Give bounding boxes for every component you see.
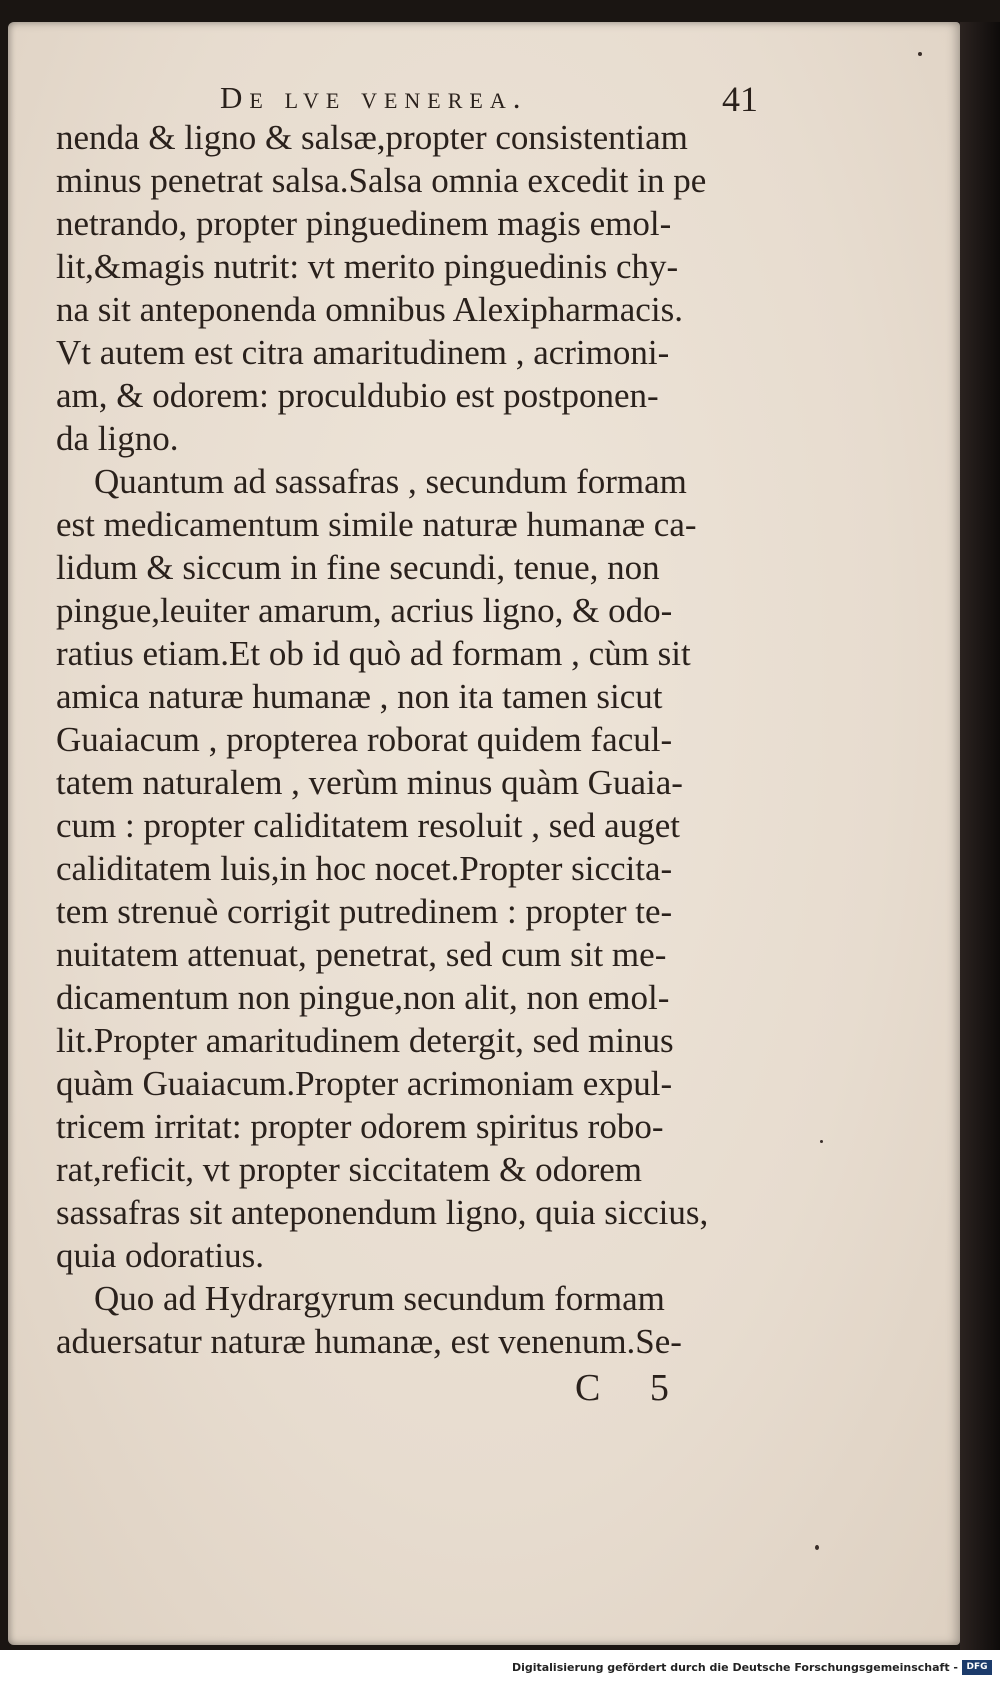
text-line: rat,reficit, vt propter siccitatem & odorem	[56, 1150, 643, 1189]
paper-speck	[918, 52, 922, 56]
footer-credit: Digitalisierung gefördert durch die Deutsche Forschungsgemeinschaft -	[511, 1661, 958, 1674]
text-line: Quo ad Hydrargyrum secundum formam	[94, 1279, 665, 1318]
text-line: netrando, propter pinguedinem magis emol-	[56, 204, 672, 243]
text-line: da ligno.	[56, 419, 179, 458]
text-line: amica naturæ humanæ , non ita tamen sicut	[56, 677, 663, 716]
dfg-logo: DFG	[962, 1660, 992, 1675]
text-block	[56, 116, 758, 1363]
text-line: lit.Propter amaritudinem detergit, sed minus	[56, 1021, 674, 1060]
text-line: ratius etiam.Et ob id quò ad formam , cùm sit	[56, 634, 691, 673]
text-line: dicamentum non pingue,non alit, non emol-	[56, 978, 670, 1017]
signature-mark: C 5	[575, 1367, 689, 1409]
paper-speck	[820, 1140, 823, 1143]
text-line: aduersatur naturæ humanæ, est venenum.Se-	[56, 1322, 682, 1361]
text-line: Guaiacum , propterea roborat quidem facul-	[56, 720, 673, 759]
text-line: sassafras sit anteponendum ligno, quia siccius,	[56, 1193, 709, 1232]
text-line: am, & odorem: proculdubio est postponen-	[56, 376, 659, 415]
paper-speck	[815, 1545, 819, 1550]
page-number: 41	[722, 79, 758, 119]
text-line: tatem naturalem , verùm minus quàm Guaia-	[56, 763, 683, 802]
running-head: De lve venerea.	[220, 80, 528, 115]
text-line: quia odoratius.	[56, 1236, 265, 1275]
text-line: tricem irritat: propter odorem spiritus robo-	[56, 1107, 664, 1146]
text-line: quàm Guaiacum.Propter acrimoniam expul-	[56, 1064, 673, 1103]
text-line: Vt autem est citra amaritudinem , acrimoni-	[56, 333, 670, 372]
text-line: minus penetrat salsa.Salsa omnia excedit in pe	[56, 161, 707, 200]
text-line: caliditatem luis,in hoc nocet.Propter siccita-	[56, 849, 673, 888]
text-line: lit,&magis nutrit: vt merito pinguedinis chy-	[56, 247, 679, 286]
text-line: nuitatem attenuat, penetrat, sed cum sit me-	[56, 935, 667, 974]
text-line: pingue,leuiter amarum, acrius ligno, & odo-	[56, 591, 673, 630]
text-line: nenda & ligno & salsæ,propter consistentiam	[56, 118, 688, 157]
text-line: na sit anteponenda omnibus Alexipharmacis.	[56, 290, 683, 329]
text-line: lidum & siccum in fine secundi, tenue, non	[56, 548, 660, 587]
text-line: cum : propter caliditatem resoluit , sed auget	[56, 806, 680, 845]
text-line: Quantum ad sassafras , secundum formam	[94, 462, 687, 501]
book-edge	[960, 22, 1000, 1650]
text-line: est medicamentum simile naturæ humanæ ca-	[56, 505, 697, 544]
text-line: tem strenuè corrigit putredinem : propter te-	[56, 892, 673, 931]
